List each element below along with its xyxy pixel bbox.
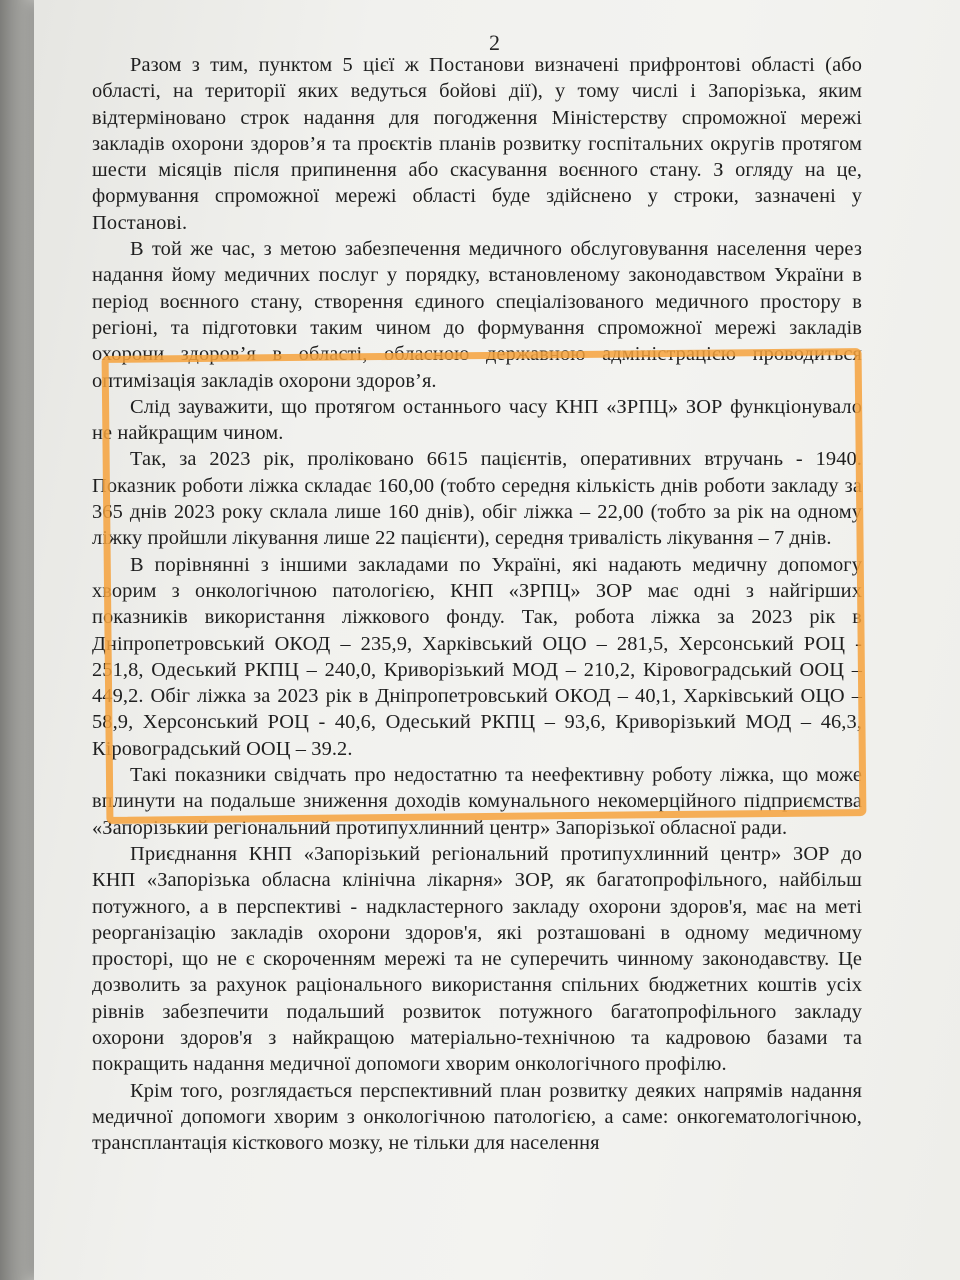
paragraph-wartime-regions: Разом з тим, пунктом 5 цієї ж Постанови визначені прифронтові області (або області, на території яких ведуться бойові дії), у тому числі і Запорізька, яким відтерміновано строк надання для погодження Міністерству спроможної мережі закладів охорони здоров’я та проєктів планів розвитку госпітальних округів протягом шести місяців після припинення або скасування воєнного стану. З огляду на це, формування спроможної мережі області буде здійснено у строки, зазначені у Постанові. [92,54,862,234]
paragraph-2023-stats: Так, за 2023 рік, проліковано 6615 пацієнтів, оперативних втручань - 1940. Показник роботи ліжка складає 160,00 (тобто середня кількість днів роботи закладу за 365 днів 2023 року склала лише 160 днів), обіг ліжка – 22,00 (тобто за рік на одному ліжку пройшли лікування лише 22 пацієнти), середня тривалість лікування – 7 днів. [92,448,862,550]
paragraph-performance-note: Слід зауважити, що протягом останнього часу КНП «ЗРПЦ» ЗОР функціонувало не найкращим чином. [92,395,862,445]
page-number: 2 [489,30,500,55]
paragraph-comparison: В порівнянні з іншими закладами по Україні, які надають медичну допомогу хворим з онкологічною патологією, КНП «ЗРПЦ» ЗОР має одні з найгірших показників використання ліжкового фонду. Так, робота ліжка за 2023 рік в Дніпропетровський ОКОД – 235,9, Харківський ОЦО – 281,5, Херсонський РОЦ - 251,8, Одеський РКПЦ – 240,0, Криворізький МОД – 210,2, Кіровоградський ООЦ – 449,2. Обіг ліжка за 2023 рік в Дніпропетровський ОКОД – 40,1, Харківський ОЦО – 58,9, Херсонський РОЦ - 40,6, Одеський РКПЦ – 93,6, Криворізький МОД – 46,3, Кіровоградський ООЦ – 39.2. [92,553,862,760]
page-edge-shadow [0,0,34,1280]
document-body [92,52,862,1156]
paragraph-merger: Приєднання КНП «Запорізький регіональний протипухлинний центр» ЗОР до КНП «Запорізька обласна клінічна лікарня» ЗОР, як багатопрофільного, найбільш потужного, а в перспективі - надкластерного закладу охорони здоров'я, має на меті реорганізацію закладів охорони здоров'я, які розташовані в одному медичному просторі, що не є скороченням мережі та не суперечить чинному законодавству. Це дозволить за рахунок раціонального використання спільних бюджетних коштів усіх рівнів забезпечити подальший розвиток потужного багатопрофільного закладу охорони здоров'я з найкращою матеріально-технічною та кадровою базами та покращить надання медичної допомоги хворим онкологічного профілю. [92,842,862,1076]
paragraph-development-plan: Крім того, розглядається перспективний план розвитку деяких напрямів надання медичної допомоги хворим з онкологічною патологією, а саме: онкогематологічною, трансплантація кісткового мозку, не тільки для населення [92,1079,862,1155]
paragraph-conclusion: Такі показники свідчать про недостатню та неефективну роботу ліжка, що може вплинути на подальше зниження доходів комунального некомерційного підприємства «Запорізький регіональний протипухлинний центр» Запорізької обласної ради. [92,764,862,839]
paragraph-optimization: В той же час, з метою забезпечення медичного обслуговування населення через надання йому медичних послуг у порядку, встановленому законодавством України в період воєнного стану, створення єдиного спеціалізованого медичного простору в регіоні, та підготовки таким чином до формування спроможної мережі закладів охорони здоров’я в області, обласною державною адміністрацією проводиться оптимізація закладів охорони здоров’я. [92,238,862,392]
